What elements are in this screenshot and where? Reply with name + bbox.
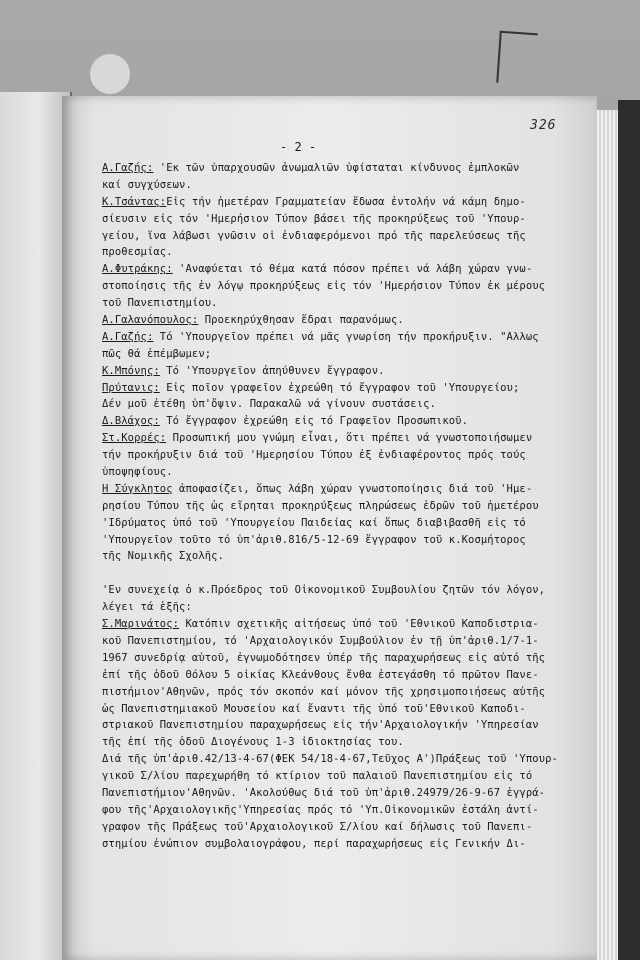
text-line bbox=[102, 633, 590, 650]
text-line bbox=[102, 751, 590, 768]
speaker-name: Κ.Τσάντας: bbox=[102, 195, 167, 208]
line-text: πιστήμιον'Αθηνῶν, πρός τόν σκοπόν καί μόνον τῆς χρησιμοποιήσεως αὐτῆς bbox=[102, 685, 546, 698]
line-text: Πανεπιστήμιον'Αθηνῶν. 'Ακολούθως διά τοῦ ὑπ'ἀριθ.24979/26-9-67 ἐγγρά- bbox=[102, 786, 546, 799]
text-line bbox=[102, 228, 590, 245]
line-text: ἐπί τῆς ὁδοῦ Θόλου 5 οἰκίας Κλεάνθους ἔνθα ἐστεγάσθη τό πρῶτον Πανε- bbox=[102, 668, 539, 681]
line-text: Δέν μοῦ ἐτέθη ὑπ'ὄψιν. Παρακαλῶ νά γίνουν συστάσεις. bbox=[102, 398, 436, 411]
line-text: γικοῦ Σ/λίου παρεχωρήθη τό κτίριον τοῦ παλαιοῦ Πανεπιστημίου εἰς τό bbox=[102, 770, 533, 783]
text-line bbox=[102, 363, 590, 380]
text-line bbox=[102, 532, 590, 549]
line-text: Διά τῆς ὑπ'ἀριθ.42/13-4-67(ΦΕΚ 54/18-4-67,Τεῦχος Α')Πράξεως τοῦ 'Υπουρ- bbox=[102, 753, 558, 766]
text-line bbox=[102, 413, 590, 430]
text-line bbox=[102, 194, 590, 211]
line-text: Εἰς τήν ἡμετέραν Γραμματείαν ἔδωσα ἐντολήν νά κάμη δημο- bbox=[166, 195, 526, 208]
line-text: 'Υπουργεῖον τοῦτο τό ὑπ'ἀριθ.816/5-12-69 ἔγγραφον τοῦ κ.Κοσμήτορος bbox=[102, 533, 526, 546]
speaker-name: Η Σύγκλητος bbox=[102, 482, 173, 495]
text-line bbox=[102, 278, 590, 295]
text-line bbox=[102, 599, 590, 616]
line-text: ρησίου Τύπου τῆς ὡς εἴρηται προκηρύξεως πληρώσεως ἑδρῶν τοῦ ἡμετέρου bbox=[102, 499, 539, 512]
text-line bbox=[102, 565, 590, 582]
speaker-name: Α.Γαλανόπουλος: bbox=[102, 314, 199, 327]
text-line bbox=[102, 768, 590, 785]
folio-number: 326 bbox=[530, 118, 557, 133]
line-text: καί συγχύσεων. bbox=[102, 178, 192, 191]
text-line bbox=[102, 836, 590, 853]
line-text: στριακοῦ Πανεπιστημίου παραχωρήσεως εἰς τήν'Αρχαιολογικήν 'Υπηρεσίαν bbox=[102, 719, 539, 732]
text-line bbox=[102, 548, 590, 565]
page-stack-edge bbox=[597, 110, 619, 960]
line-text: τήν προκήρυξιν διά τοῦ 'Ημερησίου Τύπου ἐξ ἐνδιαφέροντος πρός τούς bbox=[102, 449, 526, 462]
text-line bbox=[102, 160, 590, 177]
text-line bbox=[102, 447, 590, 464]
line-text: 'Αναφύεται τό θέμα κατά πόσον πρέπει νά λάβη χώραν γνω- bbox=[172, 263, 533, 276]
pencil-bracket-mark bbox=[496, 31, 538, 86]
text-line bbox=[102, 616, 590, 633]
text-line bbox=[102, 329, 590, 346]
speaker-name: Σ.Μαρινάτος: bbox=[102, 618, 180, 631]
speaker-name: Α.Γαζής: bbox=[102, 330, 154, 343]
line-text: γείου, ἵνα λάβωσι γνῶσιν οἱ ἐνδιαφερόμενοι πρό τῆς παρελεύσεως τῆς bbox=[102, 229, 526, 242]
text-line bbox=[102, 464, 590, 481]
line-text: Εἰς ποῖον γραφεῖον ἐχρεώθη τό ἔγγραφον τοῦ 'Υπουργείου; bbox=[159, 381, 520, 394]
line-text: 'Εν συνεχείᾳ ὁ κ.Πρόεδρος τοῦ Οἰκονομικοῦ Συμβουλίου ζητῶν τόν λόγον, bbox=[102, 584, 546, 597]
text-line bbox=[102, 667, 590, 684]
line-text: λέγει τά ἑξῆς: bbox=[102, 601, 192, 614]
line-text: στημίου ἐνώπιον συμβολαιογράφου, περί παραχωρήσεως εἰς Γενικήν Δι- bbox=[102, 837, 526, 850]
text-line bbox=[102, 582, 590, 599]
speaker-name: Στ.Κορρές: bbox=[102, 432, 167, 445]
text-line bbox=[102, 785, 590, 802]
text-line bbox=[102, 211, 590, 228]
line-text: πῶς θά ἐπέμβωμεν; bbox=[102, 347, 212, 360]
text-line bbox=[102, 498, 590, 515]
line-text: σίευσιν εἰς τόν 'Ημερήσιον Τύπον βάσει τῆς προκηρύξεως τοῦ 'Υπουρ- bbox=[102, 212, 526, 225]
line-text: γραφον τῆς Πράξεως τοῦ'Αρχαιολογικοῦ Σ/λίου καί δήλωσις τοῦ Πανεπι- bbox=[102, 820, 533, 833]
line-text: ὡς Πανεπιστημιακοῦ Μουσείου καί ἔναντι τῆς ὑπό τοῦ'Εθνικοῦ Καποδι- bbox=[102, 702, 526, 715]
text-line bbox=[102, 734, 590, 751]
text-line bbox=[102, 430, 590, 447]
line-text: φου τῆς'Αρχαιολογικῆς'Υπηρεσίας πρός τό 'Υπ.Οἰκονομικῶν ἐστάλη ἀντί- bbox=[102, 803, 539, 816]
text-line bbox=[102, 396, 590, 413]
text-line bbox=[102, 295, 590, 312]
line-text: ὑποψηφίους. bbox=[102, 466, 173, 479]
text-line bbox=[102, 802, 590, 819]
line-text: στοποίησις τῆς ἐν λόγῳ προκηρύξεως εἰς τόν 'Ημερήσιον Τύπον ἐκ μέρους bbox=[102, 280, 546, 293]
text-line bbox=[102, 380, 590, 397]
speaker-name: Δ.Βλάχος: bbox=[102, 415, 160, 428]
page-number: - 2 - bbox=[280, 140, 317, 154]
line-text: 1967 συνεδρίᾳ αὐτοῦ, ἐγνωμοδότησεν ὑπέρ τῆς παραχωρήσεως εἰς αὐτό τῆς bbox=[102, 651, 546, 664]
text-line bbox=[102, 312, 590, 329]
line-text: τοῦ Πανεπιστημίου. bbox=[102, 297, 218, 310]
text-line bbox=[102, 701, 590, 718]
speaker-name: Κ.Μπόνης: bbox=[102, 364, 160, 377]
line-text: 'Ιδρύματος ὑπό τοῦ 'Υπουργείου Παιδείας καί ὅπως διαβιβασθῆ εἰς τό bbox=[102, 516, 526, 529]
text-line bbox=[102, 819, 590, 836]
line-text: Τό 'Υπουργεῖον ἀπηύθυνεν ἔγγραφον. bbox=[159, 364, 385, 377]
line-text: Προεκηρύχθησαν ἕδραι παρανόμως. bbox=[198, 314, 404, 327]
text-line bbox=[102, 261, 590, 278]
line-text: Προσωπική μου γνώμη εἶναι, ὅτι πρέπει νά γνωστοποιήσωμεν bbox=[166, 432, 533, 445]
binder-cover bbox=[618, 100, 640, 960]
text-line bbox=[102, 684, 590, 701]
line-text: ἀποφασίζει, ὅπως λάβη χώραν γνωστοποίησις διά τοῦ 'Ημε- bbox=[172, 482, 533, 495]
line-text: προθεσμίας. bbox=[102, 246, 173, 259]
speaker-name: Α.Γαζής: bbox=[102, 162, 154, 174]
speaker-name: Πρύτανις: bbox=[102, 381, 160, 394]
line-text: Τό 'Υπουργεῖον πρέπει νά μᾶς γνωρίση τήν προκήρυξιν. "Αλλως bbox=[153, 330, 539, 343]
line-text: Κατόπιν σχετικῆς αἰτήσεως ὑπό τοῦ 'Εθνικοῦ Καποδιστρια- bbox=[179, 618, 539, 631]
speaker-name: Α.Φυτράκης: bbox=[102, 263, 173, 276]
text-line bbox=[102, 244, 590, 261]
line-text: Τό ἔγγραφον ἐχρεώθη εἰς τό Γραφεῖον Προσωπικοῦ. bbox=[159, 415, 469, 428]
text-line bbox=[102, 177, 590, 194]
line-text: κοῦ Πανεπιστημίου, τό 'Αρχαιολογικόν Συμβούλιον ἐν τῇ ὑπ'ἀριθ.1/7-1- bbox=[102, 634, 539, 647]
minutes-text bbox=[102, 160, 590, 853]
text-line bbox=[102, 481, 590, 498]
line-text: τῆς ἐπί τῆς ὁδοῦ Διογένους 1-3 ἰδιοκτησίας του. bbox=[102, 736, 404, 749]
line-text: 'Εκ τῶν ὑπαρχουσῶν ἀνωμαλιῶν ὑφίσταται κίνδυνος ἐμπλοκῶν bbox=[153, 162, 520, 174]
text-line bbox=[102, 346, 590, 363]
text-line bbox=[102, 650, 590, 667]
text-line bbox=[102, 717, 590, 734]
line-text: τῆς Νομικῆς Σχολῆς. bbox=[102, 550, 225, 563]
text-line bbox=[102, 515, 590, 532]
